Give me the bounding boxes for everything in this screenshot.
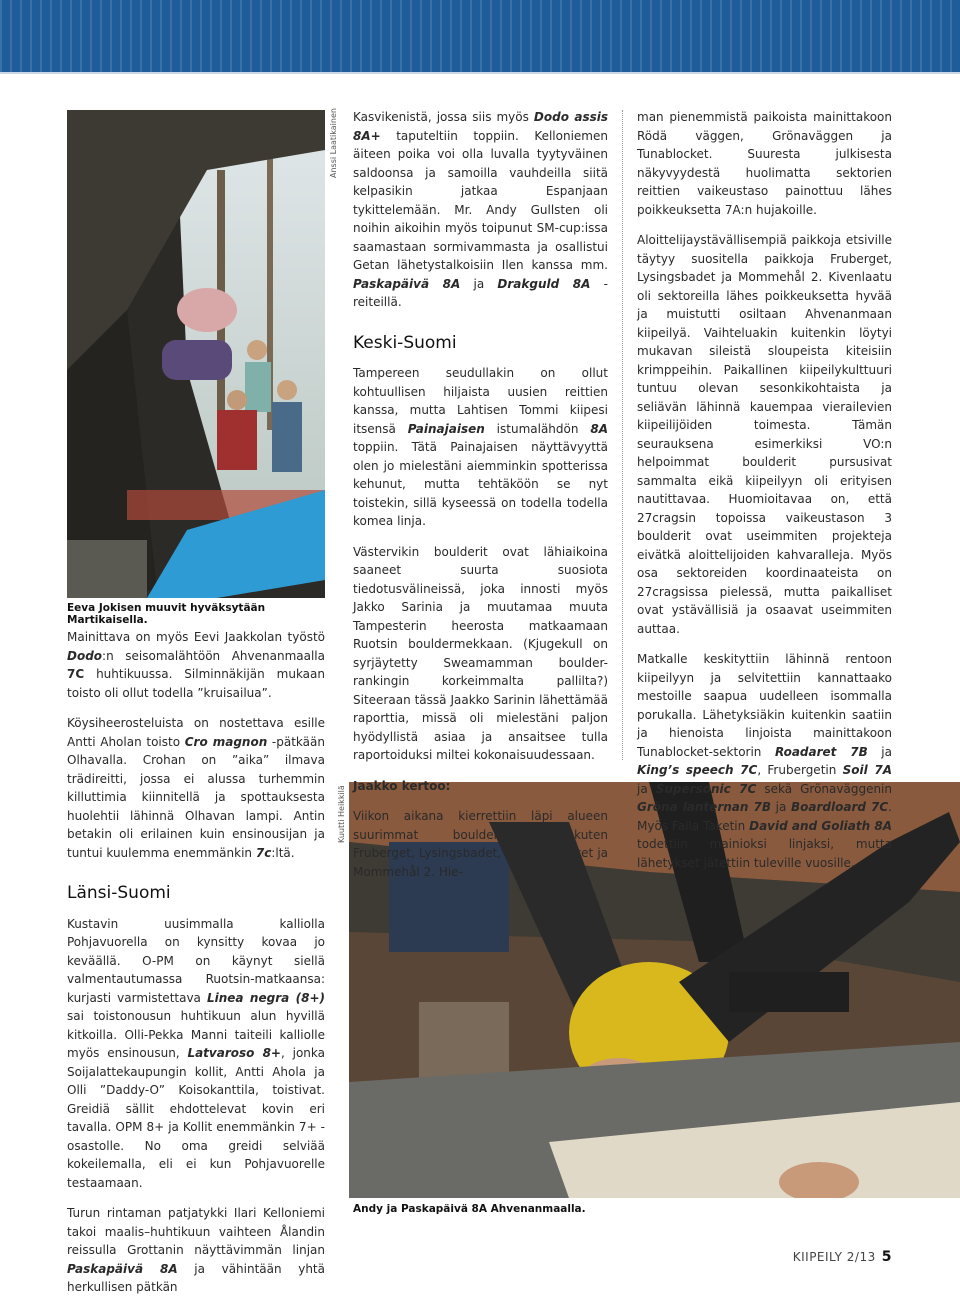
paragraph-tampere: Tampereen seudullakin on ollut kohtuullisen hiljaista uusien reittien kanssa, mutta Lahtisen Tommi kiipesi itsensä Painajaisen istumalähdön 8A toppiin. Tätä Painajaisen näyttävyyttä olen jo mielestäni aiemminkin spotterissa kehunut, mutta tehtäköön se nyt toistekin, sillä kyseessä on todella todella komea linja. [353,366,608,528]
page-number: 5 [881,1249,892,1265]
paragraph-turku: Turun rintaman patjatykki Ilari Kelloniemi takoi maalis–huhtikuun vaihteen Ålandin reissulla Grottanin näyttävimmän linjan Paskapäivä 8A ja vähintään yhtä herkullisen pätkän [67,1206,325,1294]
column-3 [637,108,892,884]
photo-2-caption: Andy ja Paskapäivä 8A Ahvenanmaalla. [353,1203,586,1215]
heading-lansi-suomi: Länsi-Suomi [67,883,171,903]
paragraph-kasvikenista: Kasvikenistä, jossa siis myös Dodo assis 8A+ taputeltiin toppiin. Kelloniemen äiteen poika voi olla luvalla tyytyväinen saldoonsa ja samoilla vauhdeilla siitä kelpasikin jatkaa Espanjaan tykittelemään. Mr. Andy Gullsten oli noihin aikoihin myös toipunut SM-cup:issa saamastaan sormivammasta ja osallistui Getan lähetystalkoisiin Ilen kanssa mm. Paskapäivä 8A ja Drakguld 8A -reiteillä. [353,110,609,309]
photo-1-credit: Anssi Laatikainen [329,108,338,178]
paragraph-aloittelija: Aloittelijaystävällisempiä paikkoja etsiville täytyy suositella paikkoja Fruberget, Lysingsbadet ja Mommehål 2. Kivenlaatu oli sektoreilla lähes poikkeuksetta hyvää ja muistutti osiltaan Ahvenanmaan kiipeilyä. Vaihteluakin kuitenkin löytyi mukavan sileistä sloupeista kiteisiin krimppeihin. Paikallinen kiipeilykulttuuri tuntuu olevan sesonkikohtaista ja seliävän lähinnä kauempaa vierailevien kiipeilijöiden toimesta. Tämän seurauksena esimerkiksi VO:n helpoimmat boulderit pursusivat sammalta eikä kiipeilyyn oli erityisen nautittavaa. Huomioitavaa on, että 27cragsin topoissa vaikeustason 3 boulderit ovat useimmiten projekteja eivätkä aloittelijoiden kahvarallejа. Myös osa sektoreiden koordinaateista on 27cragsissa pielessä, mutta paikalliset ovat ystävällisiä ja osaavat useimmiten auttaa. [637,233,892,636]
paragraph-viikon: Viikon aikana kierrettiin läpi alueen suurimmat boulderpaikat, kuten Fruberget, Lysingsbadet, VO, Falla Taket ja Mommehål 2. Hie- [353,809,608,879]
paragraph-dodo: Mainittava on myös Eevi Jaakkolan työstö Dodo:n seisomalähtöön Ahvenanmaalla 7C huhtikuussa. Silminnäkijän mukaan toisto oli ollut todella ”kruisailua”. [67,630,325,700]
column-1 [67,628,325,1309]
column-divider [622,110,623,760]
header-bar [0,0,960,72]
paragraph-matkalle: Matkalle keskityttiin lähinnä rentoon kiipeilyyn ja selvitettiin kannattaako mestoille saapua uudelleen isommalla porukalla. Lähetyksiäkin kuitenkin saatiin ja hienoista linjoista mainittakoon Tunablocket-sektorin Roadaret 7B ja King’s speech 7C, Frubergetin Soil 7A ja Supersonic 7C sekä Grönaväggenin Gröna lanternan 7B ja Boardloard 7C. Myös Falla Taketin David and Goliath 8A todettiin mainioksi linjaksi, mutta lähetykset jätettiin tuleville vuosille. [637,652,892,870]
photo-1-caption: Eeva Jokisen muuvit hyväksytään Martikaisella. [67,602,266,626]
header-rule [0,72,960,74]
paragraph-cro-magnon: Köysiheerosteluista on nostettava esille Antti Aholan toisto Cro magnon -pätkään Olhavalla. Crohan on ”aika” ilmava trädireitti, jossa ei alussa turhemmin killuttimia kiinnitellä ja spottauksesta huolehtii lähinnä Olhavan lampi. Antin betakin oli erilainen kuin ensinousijan ja tuntui kuulemma enemmänkin 7c:ltä. [67,716,325,860]
climbing-photo-1 [67,110,325,598]
photo-2-credit: Kuutti Heikkilä [337,785,346,843]
subheading-jaakko: Jaakko kertoo: [353,778,451,793]
heading-keski-suomi: Keski-Suomi [353,332,457,353]
paragraph-pohjavuori: Kustavin uusimmalla kalliolla Pohjavuorella on kynsitty kovaa jo keväällä. O-PM on käynyt siellä valmentautumassa Ruotsin-matkaansa: kurjasti varmistettava Linea negra (8+) sai toistonousun huhtikuun alun hyvillä kitkoilla. Olli-Pekka Manni taiteili kalliolle myös ensinousun, Latvaroso 8+, jonka Soijalattekaupungin kollit, Antti Ahola ja Olli ”Daddy-O” Koisokanttila, toistivat. Greidiä sällit ehdottelevat kovin eri tavalla. OPM 8+ ja Kollit enemmänkin 7+ -osastolle. No oma greidi selviää kokeilemalla, eli ei kun Pohjavuorelle testaamaan. [67,916,325,1190]
magazine-issue: KIIPEILY 2/13 [792,1250,876,1264]
page-footer [793,1249,892,1265]
paragraph-rodavaggen: man pienemmistä paikoista mainittakoon Rödä väggen, Grönaväggen ja Tunablocket. Suuresta julkisesta näkyvyydestä huolimatta sektorien reittien vaikeustaso painottuu lähes poikkeuksetta 7A:n hujakoille. [637,110,892,217]
paragraph-vastervik: Västervikin boulderit ovat lähiaikoina saaneet suurta suosiota tiedotusvälineissä, joka innosti myös Jakko Sarinia ja muutamaa muuta Tampesterin heerosta matkaamaan Ruotsin bouldermekkaan. (Kjugekull on syrjäytetty Sweamamman boulder-rankingin korkeimmalta pallilta?) Siteeraan tässä Jaakko Sarinin lähettämää raporttia, missä oli mielestäni paljon hyödyllistä asiaa ja ansaitsee tulla raportoiduksi miltei kokonaisuudessaan. [353,544,608,762]
column-2 [353,108,608,893]
